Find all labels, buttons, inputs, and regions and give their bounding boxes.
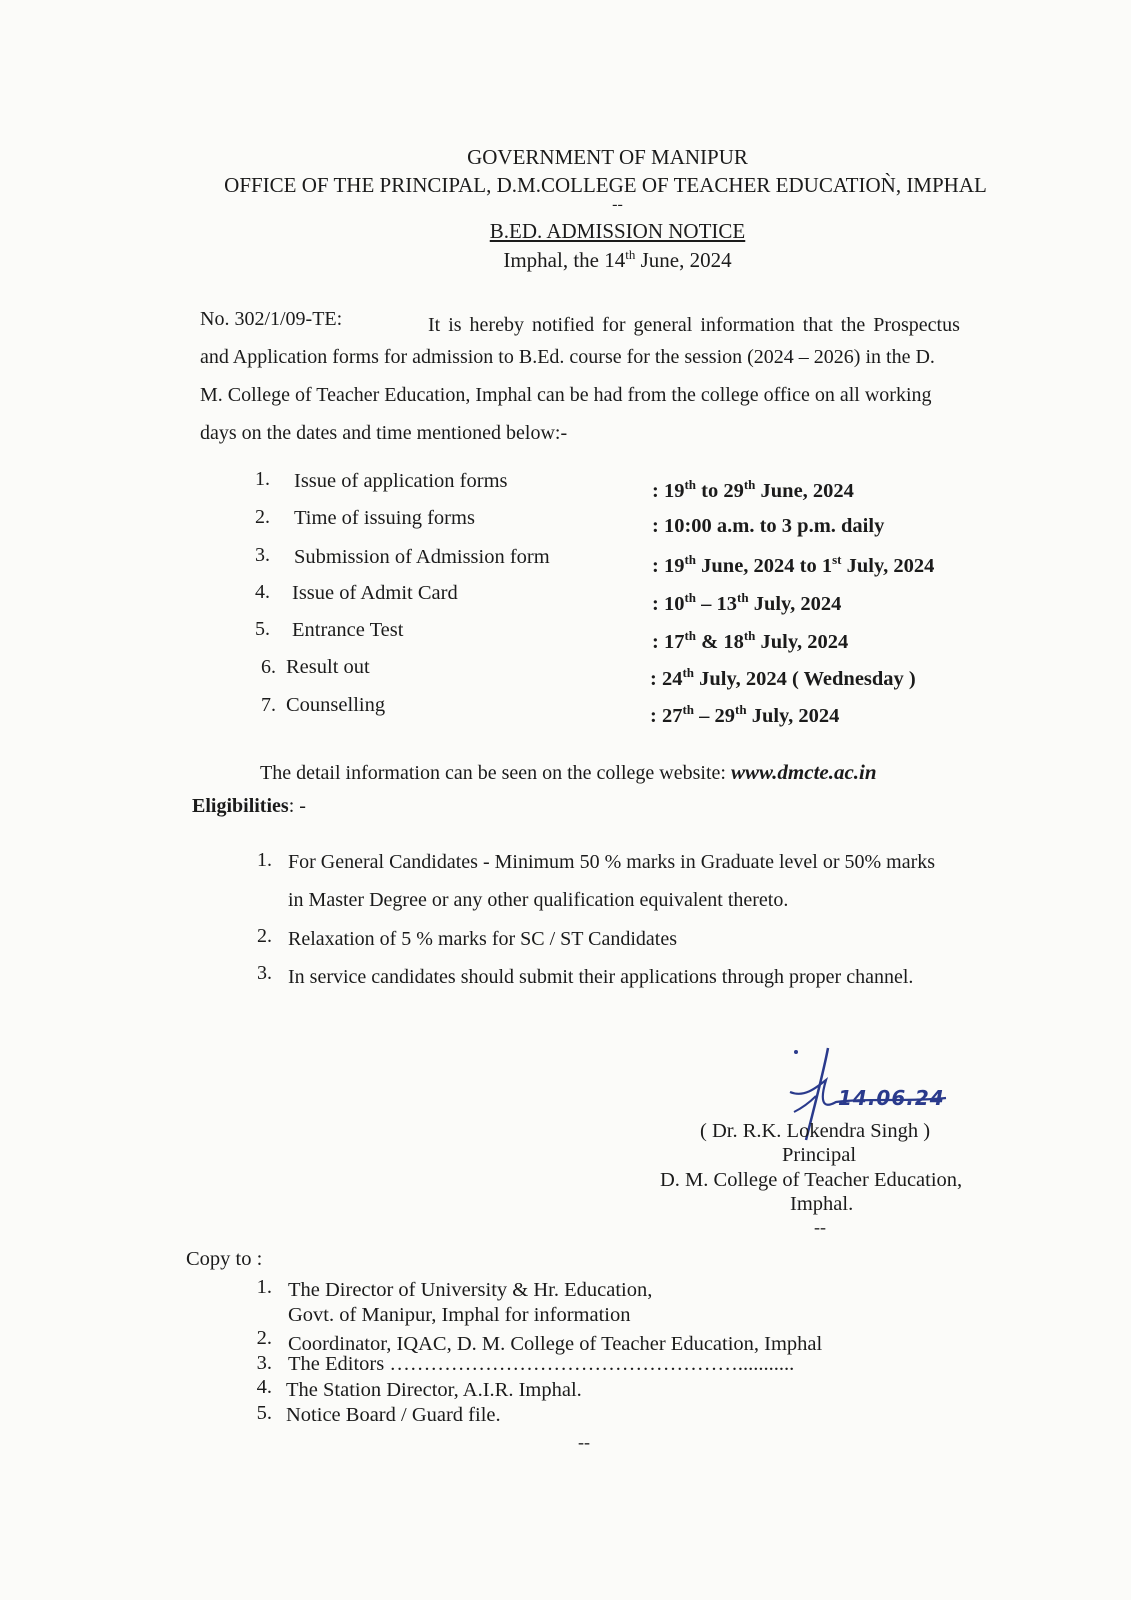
notice-title: B.ED. ADMISSION NOTICE [489,219,746,243]
principal-name: ( Dr. R.K. Lokendra Singh ) [700,1120,931,1142]
principal-place: Imphal. [790,1193,854,1215]
office-heading: OFFICE OF THE PRINCIPAL, D.M.COLLEGE OF TEACHER EDUCATIOǸ, IMPHAL [224,173,987,197]
schedule-label: Result out [286,656,370,678]
date-sup: th [625,247,636,262]
schedule-value: : 17th & 18th July, 2024 [652,628,849,653]
copy-item-1-line-1: The Director of University & Hr. Education, [288,1279,653,1301]
schedule-label: Entrance Test [292,619,404,641]
copy-item-1-line-2: Govt. of Manipur, Imphal for information [288,1304,631,1326]
copy-to-heading: Copy to : [186,1248,263,1270]
copy-item-5: Notice Board / Guard file. [286,1404,501,1426]
schedule-num: 4. [255,581,270,603]
schedule-label: Issue of Admit Card [292,582,458,604]
schedule-label: Counselling [286,694,386,716]
schedule-value: : 27th – 29th July, 2024 [650,702,840,727]
eligibility-item-1-line-1: For General Candidates - Minimum 50 % marks in Graduate level or 50% marks [288,851,936,873]
principal-designation: Principal [782,1144,857,1166]
eligibility-heading-suffix: : - [288,795,306,817]
notice-line-2: and Application forms for admission to B.Ed. course for the session (2024 – 2026) in the D. [200,346,935,368]
copy-item-4: The Station Director, A.I.R. Imphal. [286,1379,582,1401]
eligibility-num: 2. [257,925,272,947]
copy-num: 3. [256,1352,272,1374]
footer-separator: -- [578,1432,590,1452]
schedule-value: : 24th July, 2024 ( Wednesday ) [650,665,916,690]
signature-separator: -- [814,1217,826,1237]
signature-date: 14.06.24 [838,1086,945,1110]
notice-line-3: M. College of Teacher Education, Imphal can be had from the college office on all working [200,384,932,406]
schedule-value: : 10th – 13th July, 2024 [652,590,842,615]
schedule-num: 3. [255,544,270,566]
notice-date [52,242,1131,273]
eligibility-num: 3. [257,962,272,984]
header-separator: -- [612,196,623,213]
copy-num: 2. [256,1327,272,1349]
date-prefix: Imphal, the 14 [503,248,626,272]
website-link[interactable]: www.dmcte.ac.in [730,760,877,784]
eligibility-num: 1. [257,849,272,871]
copy-item-3: The Editors ……………………………………………........... [288,1353,795,1375]
copy-num: 5. [256,1402,272,1424]
eligibility-item-1-line-2: in Master Degree or any other qualification equivalent thereto. [288,889,789,911]
eligibility-item-2: Relaxation of 5 % marks for SC / ST Candidates [288,928,678,950]
schedule-value: : 19th to 29th June, 2024 [652,477,854,502]
schedule-label: Time of issuing forms [294,507,475,529]
schedule-value: : 19th June, 2024 to 1st July, 2024 [652,552,935,577]
notice-line-1: It is hereby notified for general information that the Prospectus [428,314,960,336]
eligibility-item-3: In service candidates should submit their applications through proper channel. [288,966,914,988]
schedule-num: 5. [255,618,270,640]
copy-num: 1. [256,1276,272,1298]
copy-item-2: Coordinator, IQAC, D. M. College of Teacher Education, Imphal [288,1333,823,1355]
schedule-value: : 10:00 a.m. to 3 p.m. daily [652,515,885,537]
website-line [260,760,877,785]
date-suffix: June, 2024 [635,248,732,272]
schedule-label: Submission of Admission form [294,546,550,568]
notice-line-4: days on the dates and time mentioned below:- [200,422,568,444]
schedule-num: 1. [255,468,270,490]
eligibility-heading [192,795,306,818]
schedule-num: 6. [261,656,276,678]
govt-heading: GOVERNMENT OF MANIPUR [467,145,748,169]
schedule-label: Issue of application forms [294,470,508,492]
principal-college: D. M. College of Teacher Education, [660,1169,963,1191]
schedule-num: 2. [255,506,270,528]
website-text: The detail information can be seen on the college website: [260,762,731,784]
notice-number: No. 302/1/09-TE: [200,308,343,330]
copy-num: 4. [256,1376,272,1398]
eligibility-heading-text: Eligibilities [192,795,289,817]
schedule-num: 7. [261,694,276,716]
